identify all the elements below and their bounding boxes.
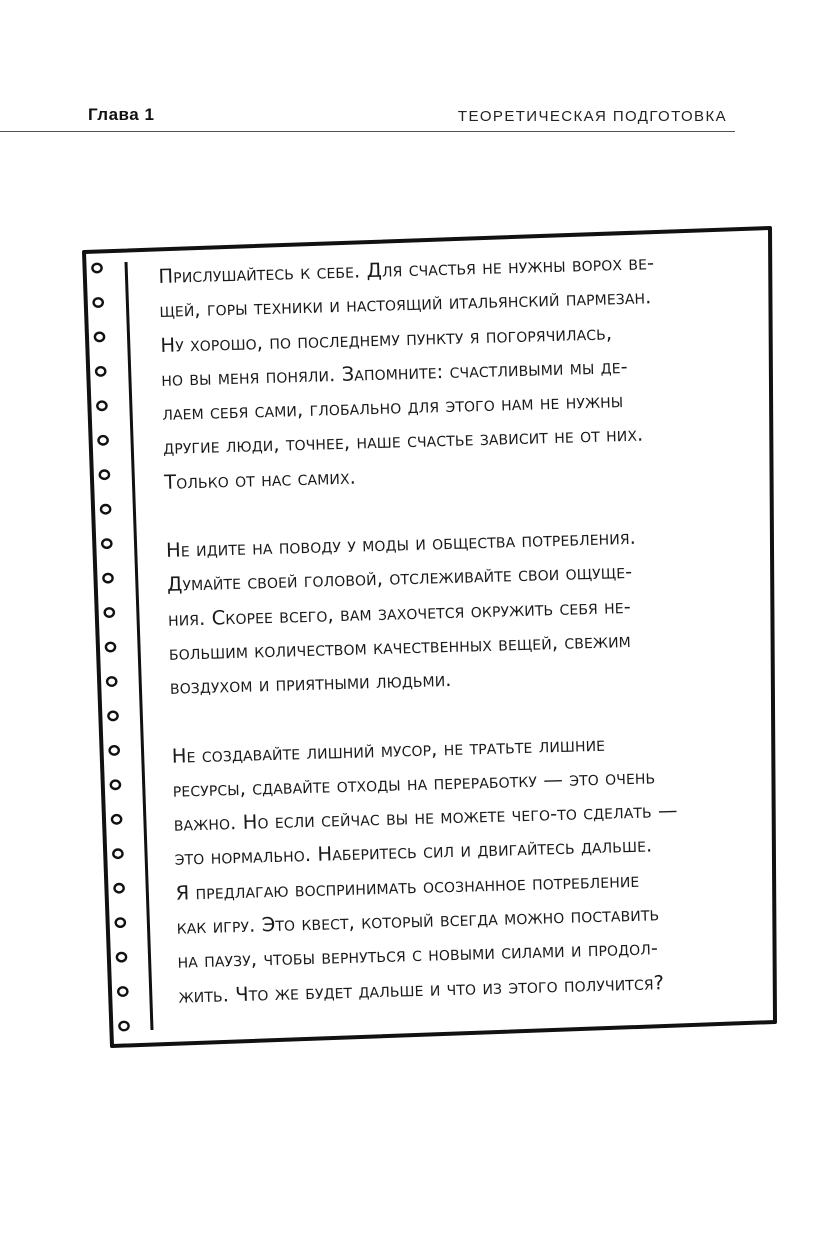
text-line: щей, горы техники и настоящий итальянский пармезан. bbox=[159, 285, 652, 323]
binder-ring-icon bbox=[107, 677, 116, 685]
text-line: другие люди, точнее, наше счастье зависит не от них. bbox=[162, 423, 644, 460]
binder-ring-icon bbox=[119, 1022, 128, 1030]
text-line: воздухом и приятными людьми. bbox=[169, 668, 452, 700]
text-line: на паузу, чтобы вернуться с новыми силами и продол- bbox=[177, 936, 659, 974]
binder-ring-icon bbox=[92, 264, 101, 272]
section-title: ТЕОРЕТИЧЕСКАЯ ПОДГОТОВКА bbox=[457, 108, 727, 125]
text-line: как игру. Это квест, который всегда можно поставить bbox=[176, 902, 660, 939]
text-line: Только от нас самих. bbox=[163, 465, 357, 494]
binder-ring-icon bbox=[96, 367, 105, 375]
text-line: лаем себя сами, глобально для этого нам не нужны bbox=[161, 389, 624, 426]
text-line: Не идите на поводу у моды и общества потребления. bbox=[165, 525, 637, 562]
paragraph-3 bbox=[171, 724, 738, 1014]
binder-ring-icon bbox=[100, 471, 109, 479]
text-line: но вы меня поняли. Запомните: счастливыми мы де- bbox=[161, 354, 629, 391]
text-line: ния. Скорее всего, вам захочется окружить себя не- bbox=[167, 594, 632, 631]
binder-ring-icon bbox=[103, 574, 112, 582]
binder-ring-icon bbox=[110, 746, 119, 754]
binder-ring-icon bbox=[115, 884, 124, 892]
binder-ring-icon bbox=[99, 436, 108, 444]
binder-ring-icon bbox=[118, 987, 127, 995]
text-line: Не создавайте лишний мусор, не тратьте лишние bbox=[171, 732, 606, 768]
binder-ring-icon bbox=[116, 918, 125, 926]
binder-ring-icon bbox=[117, 953, 126, 961]
binder-ring-icon bbox=[105, 608, 114, 616]
binder-ring-icon bbox=[97, 402, 106, 410]
binder-ring-icon bbox=[111, 781, 120, 789]
text-line: жить. Что же будет дальше и что из этого получится? bbox=[178, 970, 665, 1008]
paragraph-1 bbox=[158, 244, 724, 500]
text-line: Думайте своей головой, отслеживайте свои ощуще- bbox=[166, 560, 633, 597]
binder-ring-icon bbox=[95, 333, 104, 341]
text-line: большим количеством качественных вещей, свежим bbox=[168, 628, 632, 665]
text-line: важно. Но если сейчас вы не можете чего-то сделать — bbox=[173, 798, 678, 836]
binder-ring-icon bbox=[108, 712, 117, 720]
binder-ring-icon bbox=[106, 643, 115, 651]
text-line: ресурсы, сдавайте отходы на переработку — это очень bbox=[172, 765, 656, 802]
note-text bbox=[158, 244, 739, 1013]
paragraph-2 bbox=[166, 518, 731, 705]
binder-ring-icon bbox=[101, 505, 110, 513]
text-line: Я предлагаю воспринимать осознанное потребление bbox=[175, 868, 640, 905]
binder-ring-icon bbox=[113, 850, 122, 858]
text-line: это нормально. Наберитесь сил и двигайтесь дальше. bbox=[174, 833, 653, 871]
text-line: Ну хорошо, по последнему пункту я погорячилась, bbox=[160, 320, 613, 357]
chapter-label: Глава 1 bbox=[88, 105, 155, 124]
binder-ring-icon bbox=[94, 298, 103, 306]
text-line: Прислушайтесь к себе. Для счастья не нужны ворох ве- bbox=[158, 251, 655, 288]
binder-ring-icon bbox=[102, 539, 111, 547]
binder-ring-icon bbox=[112, 815, 121, 823]
